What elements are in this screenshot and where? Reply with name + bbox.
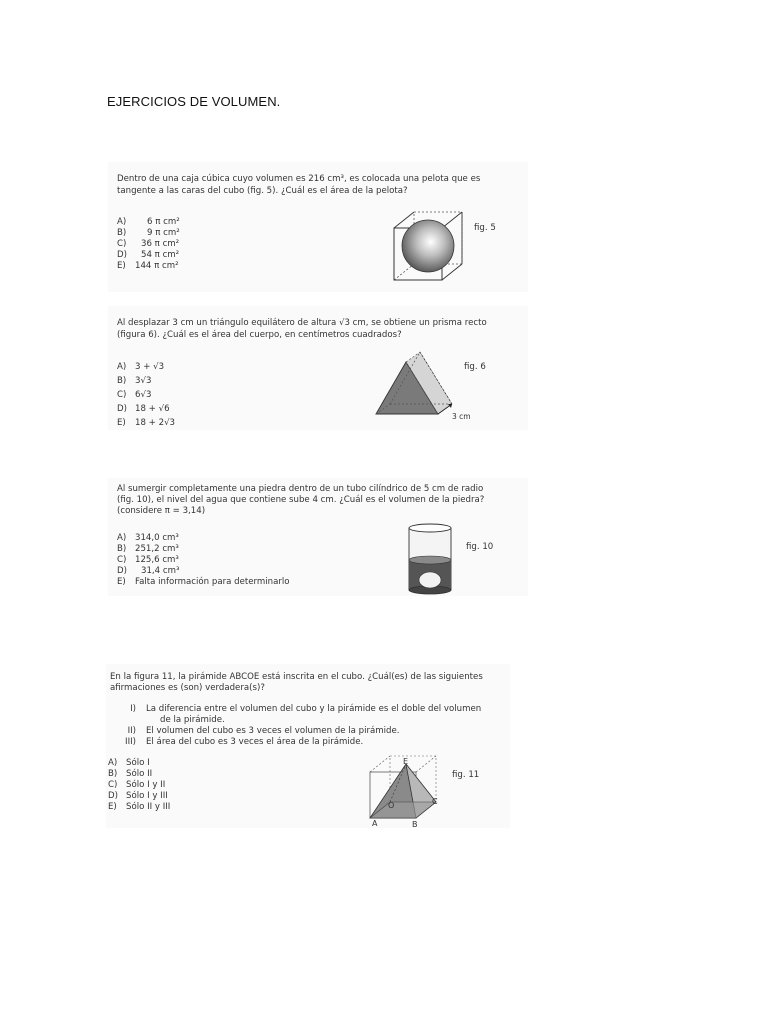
option-d: D) 54 π cm²: [117, 250, 180, 260]
option-d: D) 18 + √6: [117, 404, 170, 414]
question-2-text-line2: (figura 6). ¿Cuál es el área del cuerpo, en centímetros cuadrados?: [117, 330, 402, 340]
question-2-text-line1: Al desplazar 3 cm un triángulo equilátero de altura √3 cm, se obtiene un prisma recto: [117, 318, 487, 328]
option-a: A) 6 π cm²: [117, 217, 180, 227]
option-c: C) 36 π cm²: [117, 239, 180, 249]
option-a: A) 3 + √3: [117, 362, 165, 372]
question-4-text-line1: En la figura 11, la pirámide ABCOE está inscrita en el cubo. ¿Cuál(es) de las siguientes: [110, 672, 483, 682]
page-title: EJERCICIOS DE VOLUMEN.: [107, 94, 281, 109]
question-1-text-line1: Dentro de una caja cúbica cuyo volumen es 216 cm³, es colocada una pelota que es: [117, 174, 481, 184]
cube-sphere-figure: [388, 206, 498, 296]
vertex-a-label: A: [372, 819, 378, 828]
cylinder-figure: [406, 522, 454, 596]
pyramid-in-cube-figure: [368, 752, 452, 824]
option-e: E) Falta información para determinarlo: [117, 577, 290, 587]
question-3-text-line2: (fig. 10), el nivel del agua que contiene sube 4 cm. ¿Cuál es el volumen de la piedra?: [117, 495, 485, 505]
vertex-e-label: E: [403, 757, 409, 766]
option-d: D) Sólo I y III: [108, 791, 168, 801]
statement-i-continuation: de la pirámide.: [160, 715, 225, 725]
option-b: B) Sólo II: [108, 769, 153, 779]
option-c: C) 6√3: [117, 390, 152, 400]
option-c: C) 125,6 cm³: [117, 555, 179, 565]
question-4-text-line2: afirmaciones es (son) verdadera(s)?: [110, 683, 265, 693]
fig-11-label: fig. 11: [452, 770, 480, 780]
vertex-b-label: B: [412, 820, 418, 829]
option-e: E) 18 + 2√3: [117, 418, 176, 428]
option-a: A) Sólo I: [108, 758, 150, 768]
option-e: E) Sólo II y III: [108, 802, 171, 812]
question-1: [108, 162, 528, 292]
question-2: [108, 306, 528, 430]
vertex-o-label: O: [388, 801, 395, 810]
statement-ii: II) El volumen del cubo es 3 veces el volumen de la pirámide.: [127, 726, 400, 736]
statement-iii: III) El área del cubo es 3 veces el área de la pirámide.: [125, 737, 364, 747]
option-e: E) 144 π cm²: [117, 261, 179, 271]
option-b: B) 251,2 cm³: [117, 544, 179, 554]
option-a: A) 314,0 cm³: [117, 533, 179, 543]
fig-5-label: fig. 5: [474, 223, 496, 233]
fig-10-label: fig. 10: [466, 542, 494, 552]
vertex-c-label: C: [432, 797, 438, 806]
statement-i: I) La diferencia entre el volumen del cubo y la pirámide es el doble del volumen: [130, 704, 482, 714]
question-3-text-line3: (considere π = 3,14): [117, 506, 206, 516]
option-c: C) Sólo I y II: [108, 780, 166, 790]
question-4: [106, 664, 510, 828]
option-d: D) 31,4 cm³: [117, 566, 180, 576]
option-b: B) 3√3: [117, 376, 152, 386]
fig-6-label: fig. 6: [464, 362, 486, 372]
option-b: B) 9 π cm²: [117, 228, 180, 238]
question-3: [108, 478, 528, 596]
question-1-text-line2: tangente a las caras del cubo (fig. 5). ¿Cuál es el área de la pelota?: [117, 186, 408, 196]
question-3-text-line1: Al sumergir completamente una piedra dentro de un tubo cilíndrico de 5 cm de radio: [117, 484, 484, 494]
dimension-3cm-label: 3 cm: [452, 412, 471, 421]
